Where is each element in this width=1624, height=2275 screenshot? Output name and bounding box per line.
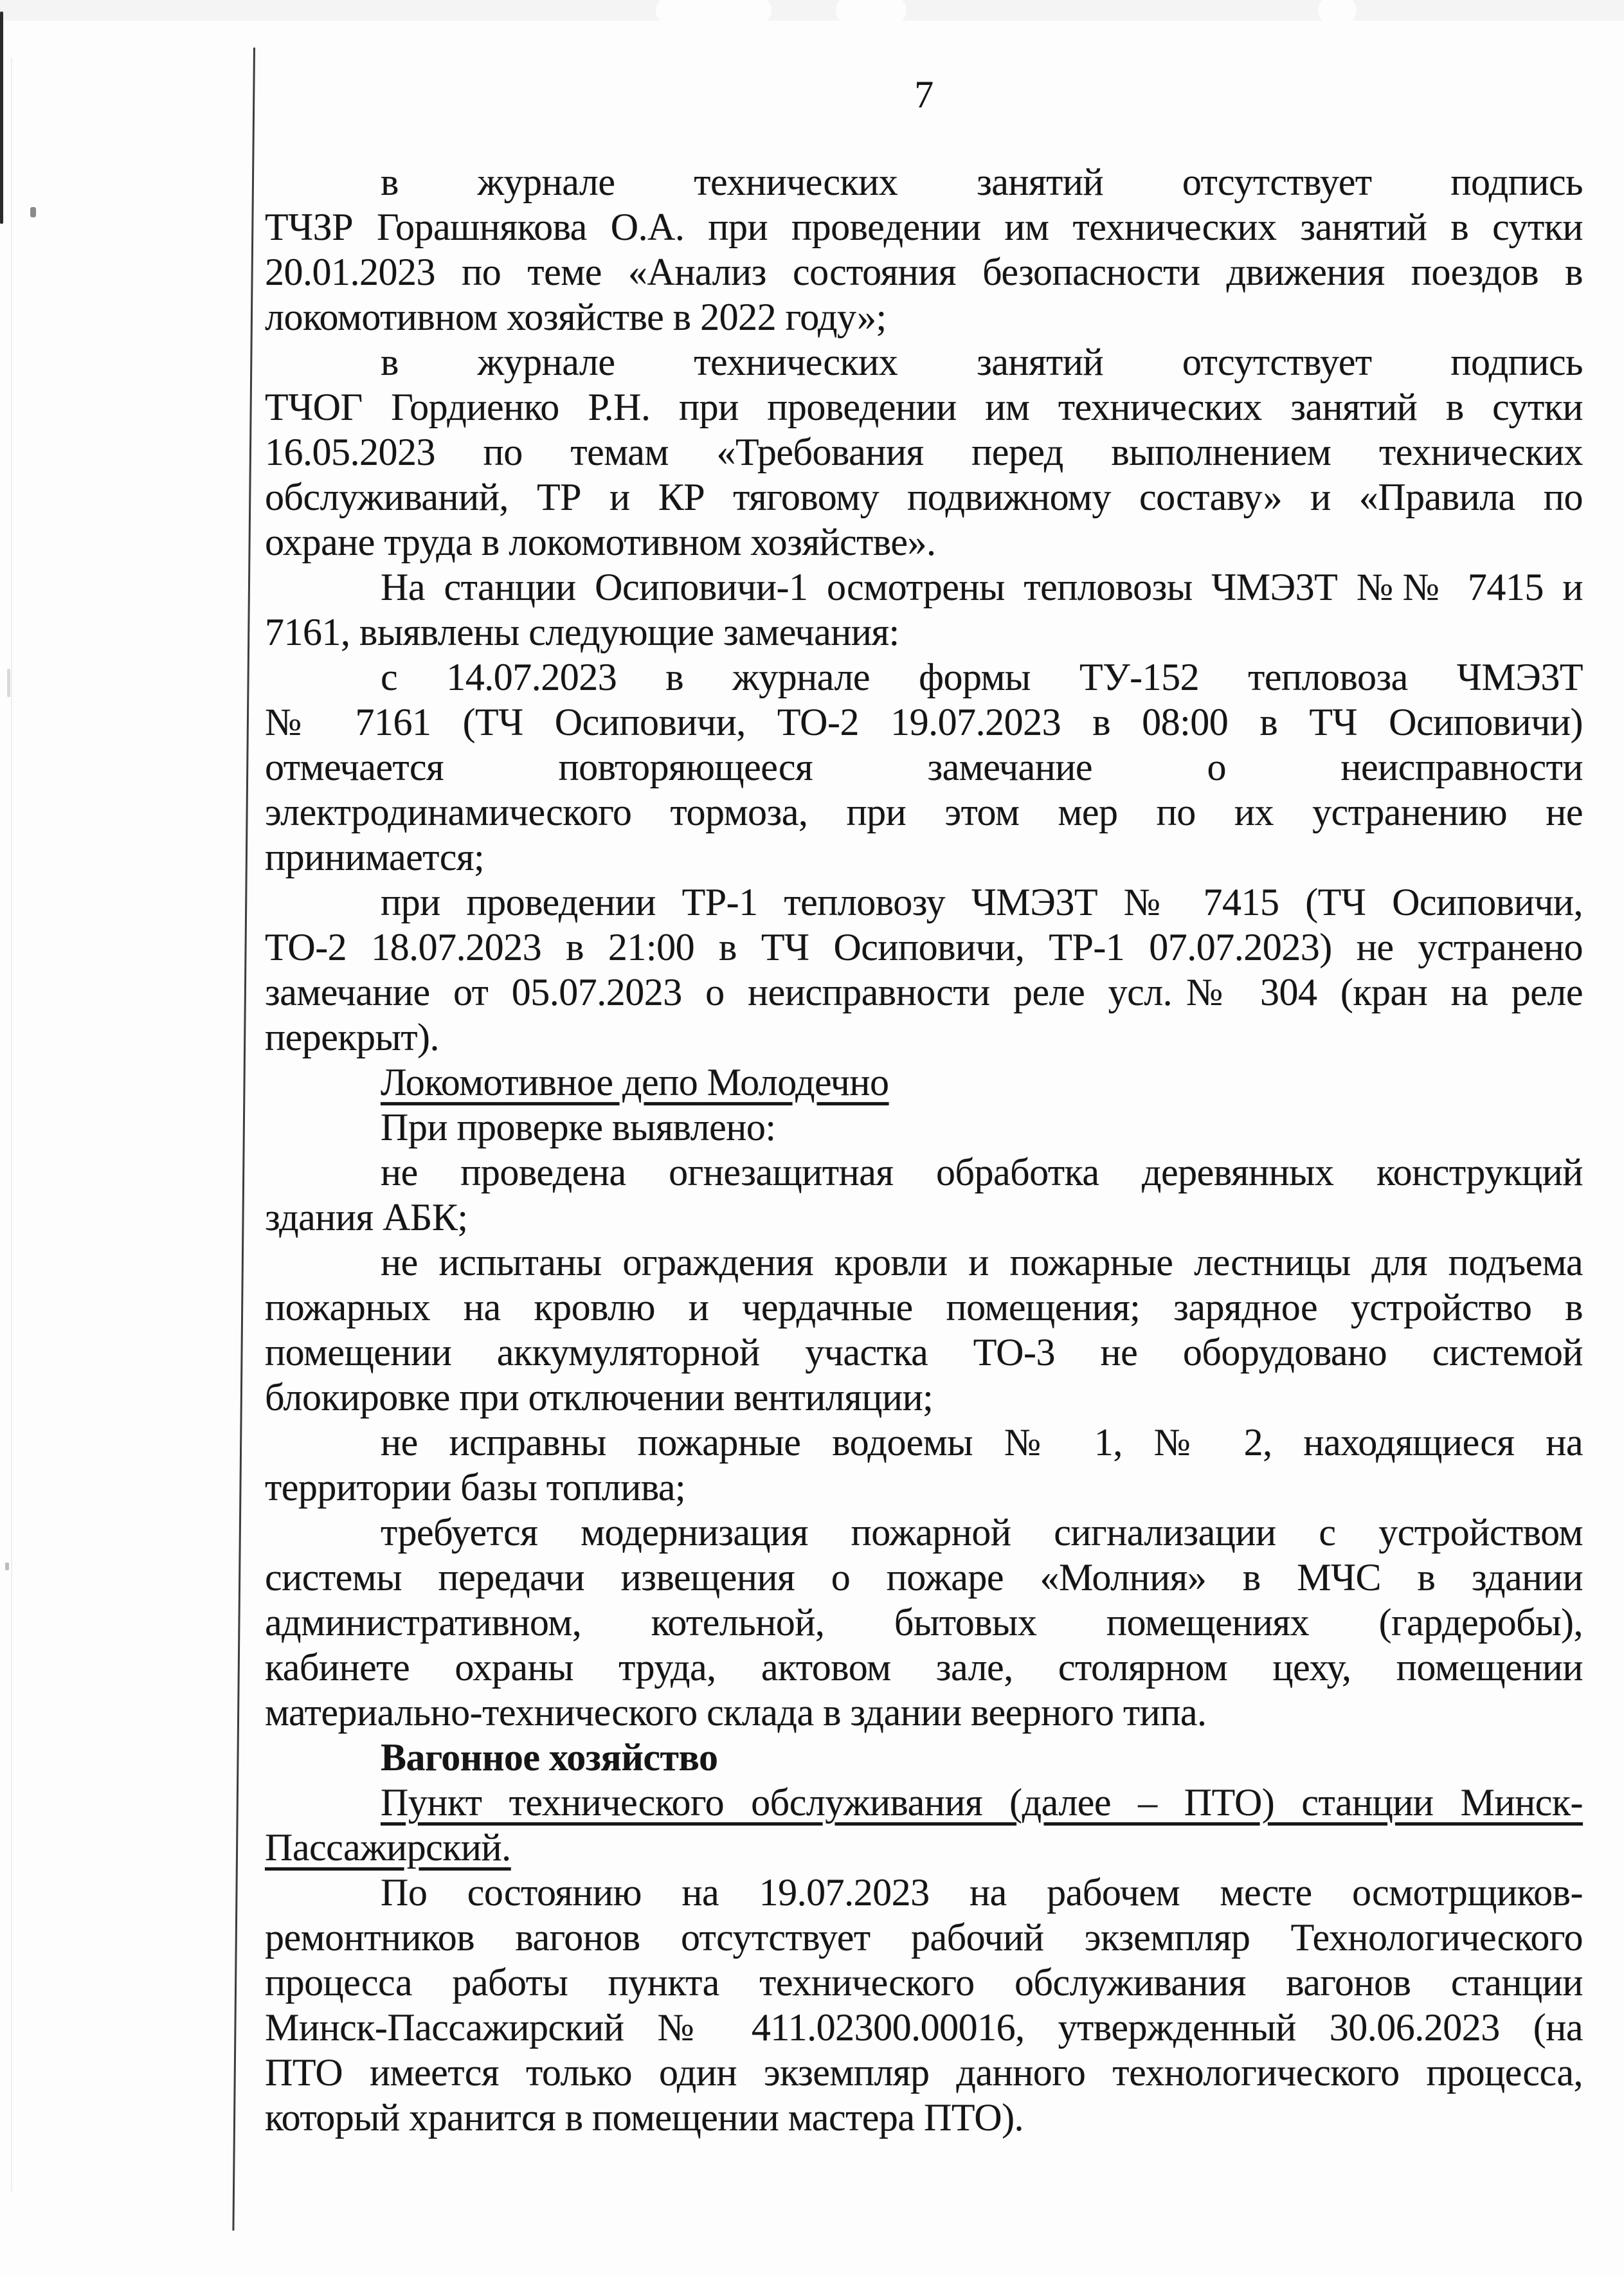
text-line: 20.01.2023 по теме «Анализ состояния безопасности движения поездов в [265,251,1583,293]
text-line: принимается; [265,836,485,878]
section-heading: Локомотивное депо Молодечно [381,1061,889,1103]
text-line: ТЧЗР Горашнякова О.А. при проведении им технических занятий в сутки [265,206,1583,248]
text-line: материально-технического склада в здании веерного типа. [265,1691,1207,1734]
text-line: блокировке при отключении вентиляции; [265,1376,934,1418]
text-line: с 14.07.2023 в журнале формы ТУ-152 тепловоза ЧМЭ3Т [381,656,1583,698]
scan-edge-artifact [0,12,3,224]
text-line: При проверке выявлено: [381,1106,776,1148]
text-line: ПТО имеется только один экземпляр данного технологического процесса, [265,2051,1583,2094]
paragraph-inspection-intro [265,1105,1583,1150]
text-line: который хранится в помещении мастера ПТО). [265,2096,1024,2139]
paragraph-tu152-remark [265,655,1583,880]
text-line: в журнале технических занятий отсутствует подпись [381,341,1583,383]
text-line: 16.05.2023 по темам «Требования перед выполнением технических [265,431,1583,473]
text-line: ремонтников вагонов отсутствует рабочий экземпляр Технологического [265,1916,1583,1959]
text-line: не исправны пожарные водоемы № 1, № 2, находящиеся на [381,1421,1583,1464]
text-line: ТО-2 18.07.2023 в 21:00 в ТЧ Осиповичи, ТР-1 07.07.2023) не устранено [265,926,1583,968]
heading-wagon-facilities [265,1735,1583,1780]
text-line: не испытаны ограждения кровли и пожарные лестницы для подъема [381,1241,1583,1283]
text-line: локомотивном хозяйстве в 2022 году»; [265,296,887,338]
paragraph-fire-ponds [265,1420,1583,1510]
heading-pto-minsk [265,1780,1583,1870]
text-line: 7161, выявлены следующие замечания: [265,611,899,653]
page-number-block [265,72,1583,117]
scan-speck [30,207,36,217]
text-line: перекрыт). [265,1016,440,1058]
text-line: отмечается повторяющееся замечание о неисправности [265,746,1583,788]
text-line: помещении аккумуляторной участка ТО-3 не оборудовано системой [265,1331,1583,1373]
text-line: административном, котельной, бытовых помещениях (гардеробы), [265,1601,1583,1644]
paragraph-journal-gordienko [265,340,1583,565]
text-line: № 7161 (ТЧ Осиповичи, ТО-2 19.07.2023 в 08:00 в ТЧ Осиповичи) [265,701,1583,743]
text-line: замечание от 05.07.2023 о неисправности реле усл.№ 304 (кран на реле [265,971,1583,1013]
paragraph-fire-alarm [265,1510,1583,1735]
paragraph-journal-gorashnyakova [265,159,1583,340]
text-line: пожарных на кровлю и чердачные помещения; зарядное устройство в [265,1286,1583,1328]
paragraph-fire-treatment [265,1150,1583,1240]
text-line: ТЧОГ Гордиенко Р.Н. при проведении им технических занятий в сутки [265,386,1583,428]
paragraph-tr1-remark [265,880,1583,1060]
scan-speck [7,669,10,697]
section-heading: Пассажирский. [265,1826,511,1869]
paragraph-roof-fencing [265,1240,1583,1420]
text-line: охране труда в локомотивном хозяйстве». [265,521,936,563]
page-number: 7 [914,73,934,116]
heading-depot-molodechno [265,1060,1583,1105]
text-line: кабинете охраны труда, актовом зале, столярном цеху, помещении [265,1646,1583,1689]
text-line: не проведена огнезащитная обработка деревянных конструкций [381,1151,1583,1193]
scan-edge-band [0,0,1624,21]
text-line: в журнале технических занятий отсутствует подпись [381,161,1583,203]
text-line: На станции Осиповичи-1 осмотрены тепловозы ЧМЭ3Т №№ 7415 и [381,566,1583,608]
text-line: системы передачи извещения о пожаре «Молния» в МЧС в здании [265,1556,1583,1599]
section-heading: Пункт технического обслуживания (далее – ПТО) станции Минск- [381,1781,1583,1824]
paragraph-osipovichi-station [265,565,1583,655]
text-block [265,72,1583,2140]
text-line: обслуживаний, ТР и КР тяговому подвижному составу» и «Правила по [265,476,1583,518]
text-line: По состоянию на 19.07.2023 на рабочем месте осмотрщиков- [381,1871,1583,1914]
scan-speck [5,1563,9,1570]
scan-margin-line [232,48,255,2231]
scan-edge-streak [11,58,12,2193]
section-heading: Вагонное хозяйство [381,1736,718,1779]
text-line: процесса работы пункта технического обслуживания вагонов станции [265,1961,1583,2004]
text-line: при проведении ТР-1 тепловозу ЧМЭ3Т № 7415 (ТЧ Осиповичи, [381,881,1583,923]
text-line: территории базы топлива; [265,1466,686,1509]
text-line: здания АБК; [265,1196,468,1238]
text-line: требуется модернизация пожарной сигнализации с устройством [381,1511,1583,1554]
text-line: Минск-Пассажирский № 411.02300.00016, утвержденный 30.06.2023 (на [265,2006,1583,2049]
text-line: электродинамического тормоза, при этом мер по их устранению не [265,791,1583,833]
paragraph-pto-process [265,1870,1583,2140]
